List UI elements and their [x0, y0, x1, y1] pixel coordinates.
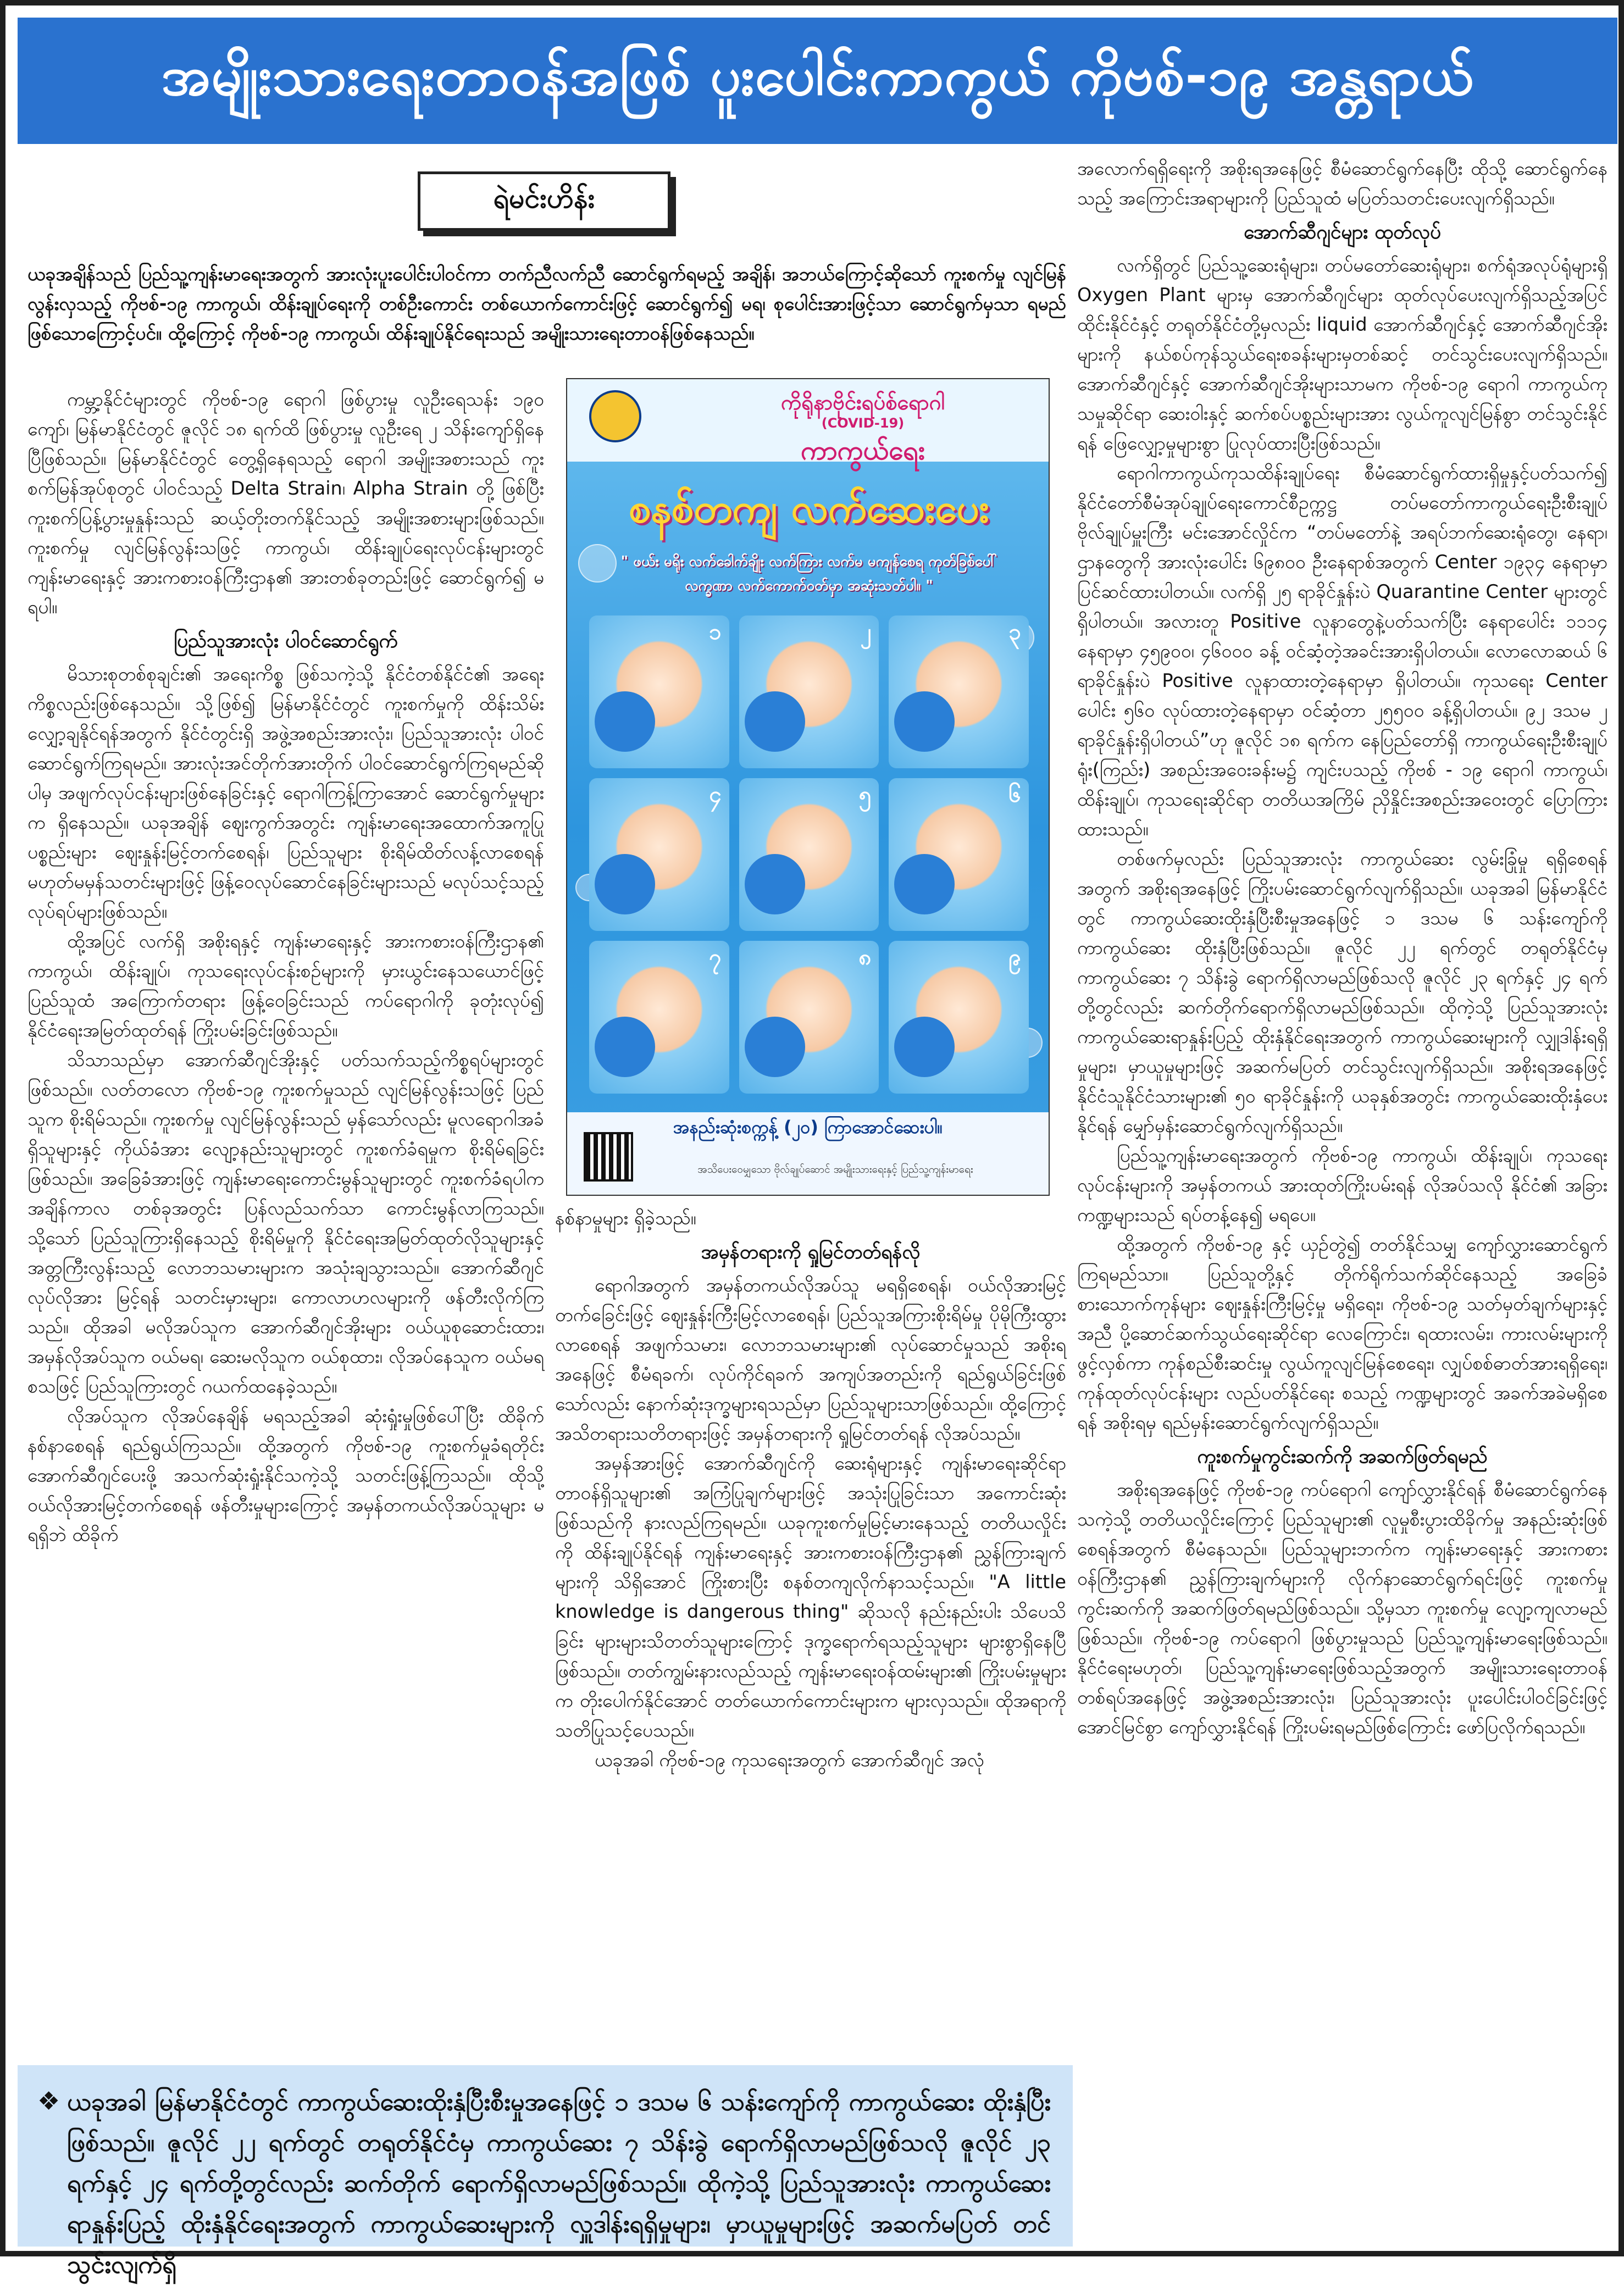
paragraph: အမှန်အားဖြင့် အောက်ဆီဂျင်ကို ဆေးရုံများနှင့် ကျန်းမာရေးဆိုင်ရာ တာဝန်ရှိသူများ၏ အကြံပြုချက်များဖြင့် အသုံးပြုခြင်းသာ အကောင်းဆုံးဖြစ်သည်ကို နားလည်ကြရမည်။ ယခုကူးစက်မှုမြင့်မားနေသည့် တတိယလှိုင်းကို ထိန်းချုပ်နိုင်ရန် ကျန်းမာရေးနှင့် အားကစားဝန်ကြီးဌာန၏ ညွှန်ကြားချက်များကို သိရှိအောင် ကြိုးစားပြီး စနစ်တကျလိုက်နာသင့်သည်။ "A little knowledge is dangerous thing" ဆိုသလို နည်းနည်းပါး သိပေသိခြင်း များများသိတတ်သူများကြောင့် ဒုက္ခရောက်ရသည့်သူများ များစွာရှိနေပြီဖြစ်သည်။ တတ်ကျွမ်းနားလည်သည့် ကျန်းမာရေးဝန်ထမ်းများ၏ ကြိုးပမ်းမှုများက တိုးပေါက်နိုင်အောင် တတ်ယောက်ကောင်းများက များလှသည်။ ထိုအရာကို သတိပြုသင့်ပေသည်။: [555, 1452, 1066, 1741]
bubble-icon: [578, 544, 617, 583]
step-number: ၄: [709, 782, 722, 807]
paragraph: မိသားစုတစ်စုချင်း၏ အရေးကိစ္စ ဖြစ်သကဲ့သို့ နိုင်ငံတစ်နိုင်ငံ၏ အရေးကိစ္စလည်းဖြစ်နေသည်။ သို့ဖြစ်၍ မြန်မာနိုင်ငံတွင် ကူးစက်မှုကို ထိန်းသိမ်းလျှော့ချနိုင်ရန်အတွက် နိုင်ငံတွင်းရှိ အဖွဲ့အစည်းအားလုံး၊ ပြည်သူအားလုံး ပါဝင်ဆောင်ရွက်ကြရမည်။ အားလုံးအင်တိုက်အားတိုက် ပါဝင်ဆောင်ရွက်ကြရမည်ဆိုပါမှ အဖျက်လုပ်ငန်းများဖြစ်နေခြင်းနှင့် ရောဂါကြန့်ကြာအောင် ဆောင်ရွက်မှုများက ရှိနေသည်။ ယခုအချိန် ဈေးကွက်အတွင်း ကျန်းမာရေးအထောက်အကူပြုပစ္စည်းများ ဈေးနှုန်းမြင့်တက်စေရန်၊ ပြည်သူများ စိုးရိမ်ထိတ်လန့်လာစေရန် မဟုတ်မမှန်သတင်းများဖြင့် ဖြန့်ဝေလုပ်ဆောင်နေခြင်းများသည် မလုပ်သင့်သည့် လုပ်ရပ်များဖြစ်သည်။: [27, 663, 544, 922]
wash-step: [589, 778, 729, 931]
wash-step: [889, 615, 1029, 768]
handwashing-steps: [589, 615, 1029, 1094]
step-number: ၆: [1008, 782, 1021, 807]
paragraph: ယခုအခါ ကိုဗစ်-၁၉ ကုသရေးအတွက် အောက်ဆီဂျင် အလုံ: [595, 1749, 984, 1771]
wash-step: [739, 778, 879, 931]
wash-step: [889, 941, 1029, 1094]
paragraph: လိုအပ်သူက လိုအပ်နေချိန် မရသည့်အခါ ဆုံးရှုံးမှုဖြစ်ပေါ်ပြီး ထိခိုက်နစ်နာစေရန် ရည်ရွယ်ကြသည်။ ထို့အတွက် ကိုဗစ်-၁၉ ကူးစက်မှုခံရတိုင်း အောက်ဆီဂျင်ပေးဖို့ အသက်ဆုံးရှုံးနိုင်သကဲ့သို့ သတင်းဖြန့်ကြသည်။ ထိုသို့ ဝယ်လိုအားမြင့်တက်စေရန် ဖန်တီးမှုများကြောင့် အမှန်တကယ်လိုအပ်သူများ မရရှိဘဲ ထိခိုက်: [27, 1405, 544, 1545]
step-number: ၁: [709, 619, 722, 645]
water-drop-icon: [595, 691, 655, 752]
step-number: ၈: [858, 945, 872, 970]
paragraph: အစိုးရအနေဖြင့် ကိုဗစ်-၁၉ ကပ်ရောဂါ ကျော်လွှားနိုင်ရန် စီမံဆောင်ရွက်နေသကဲ့သို့ တတိယလှိုင်းကြောင့် ပြည်သူများ၏ လူမှုစီးပွားထိခိုက်မှု အနည်းဆုံးဖြစ်စေရန်အတွက် စီမံနေသည်။ ပြည်သူများဘက်က ကျန်းမာရေးနှင့် အားကစားဝန်ကြီးဌာန၏ ညွှန်ကြားချက်များကို လိုက်နာဆောင်ရွက်ရင်းဖြင့် ကူးစက်မှုကွင်းဆက်ကို အဆက်ဖြတ်ရမည်ဖြစ်သည်။ သို့မှသာ ကူးစက်မှု လျော့ကျလာမည်ဖြစ်သည်။ ကိုဗစ်-၁၉ ကပ်ရောဂါ ဖြစ်ပွားမှုသည် ပြည်သူ့ကျန်းမာရေးဖြစ်သည်။ နိုင်ငံရေးမဟုတ်၊ ပြည်သူ့ကျန်းမာရေးဖြစ်သည့်အတွက် အမျိုးသားရေးတာဝန်တစ်ရပ်အနေဖြင့် အဖွဲ့အစည်းအားလုံး၊ ပြည်သူအားလုံး ပူးပေါင်းပါဝင်ခြင်းဖြင့် အောင်မြင်စွာ ကျော်လွှားနိုင်ရန် ကြိုးပမ်းရမည်ဖြစ်ကြောင်း ဖော်ပြလိုက်ရသည်။: [1077, 1479, 1608, 1738]
headline-banner: [18, 18, 1617, 144]
wash-step: [739, 615, 879, 768]
paragraph: ရောဂါကာကွယ်ကုသထိန်းချုပ်ရေး စီမံဆောင်ရွက်ထားရှိမှုနှင့်ပတ်သက်၍ နိုင်ငံတော်စီမံအုပ်ချုပ်ရေးကောင်စီဥက္ကဋ္ဌ တပ်မတော်ကာကွယ်ရေးဦးစီးချုပ် ဗိုလ်ချုပ်မှူးကြီး မင်းအောင်လှိုင်က “တပ်မတော်နဲ့ အရပ်ဘက်ဆေးရုံတွေ၊ နေရာ၊ ဌာနတွေကို အားလုံးပေါင်း ၆၉၈၀၀ ဦးနေရာစ်အတွက် Center ၁၉၃၄ နေရာမှာ ပြင်ဆင်ထားပါတယ်။ လက်ရှိ ၂၅ ရာခိုင်နှုန်းပဲ Quarantine Center များတွင် ရှိပါတယ်။ အလားတူ Positive လူနာတွေနဲ့ပတ်သက်ပြီး နေရာပေါင်း ၁၁၁၄ နေရာမှာ ၄၅၉၀၀၊ ၄၆၀၀၀ ခန့် ဝင်ဆံ့တဲ့အခင်းအားရှိပါတယ်။ လောလောဆယ် ၆ ရာခိုင်နှုန်းပဲ Positive လူနာထားတဲ့နေရာမှာ ရှိပါတယ်။ ကုသရေး Center ပေါင်း ၅၆၀ လုပ်ထားတဲ့နေရာမှာ ဝင်ဆံ့တာ ၂၅၅၀၀ ခန့်ရှိပါတယ်။ ၉၂ ဒသမ ၂ ရာခိုင်နှုန်းရှိပါတယ်”ဟု ဇူလိုင် ၁၈ ရက်က နေပြည်တော်ရှိ ကာကွယ်ရေးဦးစီးချုပ်ရုံး(ကြည်း) အစည်းအဝေးခန်းမ၌ ကျင်းပသည့် ကိုဗစ် - ၁၉ ရောဂါ ကာကွယ်၊ ထိန်းချုပ်၊ ကုသရေးဆိုင်ရာ တတိယအကြိမ် ညှိနှိုင်းအစည်းအဝေးတွင် ပြောကြားထားသည်။: [1077, 462, 1608, 840]
water-drop-icon: [745, 854, 805, 914]
step-number: ၇: [709, 945, 722, 970]
highlight-text: ယခုအခါ မြန်မာနိုင်ငံတွင် ကာကွယ်ဆေးထိုးနှံပြီးစီးမှုအနေဖြင့် ၁ ဒသမ ၆ သန်းကျော်ကို ကာကွယ်ဆေး ထိုးနှံပြီးဖြစ်သည်။ ဇူလိုင် ၂၂ ရက်တွင် တရုတ်နိုင်ငံမှ ကာကွယ်ဆေး ၇ သိန်းခွဲ ရောက်ရှိလာမည်ဖြစ်သလို ဇူလိုင် ၂၃ ရက်နှင့် ၂၄ ရက်တို့တွင်လည်း ဆက်တိုက် ရောက်ရှိလာမည်ဖြစ်သည်။ ထိုကဲ့သို့ ပြည်သူအားလုံး ကာကွယ်ဆေးရာနှုန်းပြည့် ထိုးနှံနိုင်ရေးအတွက် ကာကွယ်ဆေးများကို လှူဒါန်းရရှိမှုများ၊ မှာယူမှုများဖြင့် အဆက်မပြတ် တင်သွင်းလျက်ရှိ: [67, 2087, 1051, 2279]
poster-line-2: (COVID-19): [821, 415, 905, 431]
paragraph: ထို့အပြင် လက်ရှိ အစိုးရနှင့် ကျန်းမာရေးနှင့် အားကစားဝန်ကြီးဌာန၏ ကာကွယ်၊ ထိန်းချုပ်၊ ကုသရေးလုပ်ငန်းစဉ်များကို မှားယွင်းနေသယောင်ဖြင့် ပြည်သူထံ အကြောက်တရား ဖြန့်ဝေခြင်းသည် ကပ်ရောဂါကို ခုတုံးလုပ်၍ နိုင်ငံရေးအမြတ်ထုတ်ရန် ကြိုးပမ်းခြင်းဖြစ်သည်။: [27, 930, 544, 1041]
paragraph: နစ်နာမှုများ ရှိခဲ့သည်။: [555, 1207, 696, 1229]
section-heading: အမှန်တရားကို ရှုမြင်တတ်ရန်လို: [701, 1241, 921, 1263]
headline-title: အမျိုးသားရေးတာဝန်အဖြစ် ပူးပေါင်းကာကွယ် ကိုဗစ်-၁၉ အန္တရာယ်: [161, 45, 1474, 108]
water-drop-icon: [745, 1017, 805, 1077]
lead-paragraph: ယခုအချိန်သည် ပြည်သူ့ကျန်းမာရေးအတွက် အားလုံးပူးပေါင်းပါဝင်ကာ တက်ညီလက်ညီ ဆောင်ရွက်ရမည့် အချိန်၊ အဘယ်ကြောင့်ဆိုသော် ကူးစက်မှု လျင်မြန်လွန်းလှသည့် ကိုဗစ်-၁၉ ကာကွယ်၊ ထိန်းချုပ်ရေးကို တစ်ဦးကောင်း တစ်ယောက်ကောင်းဖြင့် ဆောင်ရွက်၍ မရ၊ စုပေါင်းအားဖြင့်သာ ဆောင်ရွက်မှသာ ရမည်ဖြစ်သောကြောင့်ပင်။ ထို့ကြောင့် ကိုဗစ်-၁၉ ကာကွယ်၊ ထိန်းချုပ်နိုင်ရေးသည် အမျိုးသားရေးတာဝန်ဖြစ်နေသည်။: [27, 263, 1066, 344]
paragraph: အလောက်ရရှိရေးကို အစိုးရအနေဖြင့် စီမံဆောင်ရွက်နေပြီး ထိုသို့ ဆောင်ရွက်နေသည့် အကြောင်းအရာများကို ပြည်သူထံ မပြတ်သတင်းပေးလျက်ရှိသည်။: [1077, 158, 1608, 209]
article-column-2: [555, 1203, 1066, 1775]
paragraph: တစ်ဖက်မှလည်း ပြည်သူအားလုံး ကာကွယ်ဆေး လွမ်းခြုံမှု ရရှိစေရန်အတွက် အစိုးရအနေဖြင့် ကြိုးပမ်းဆောင်ရွက်လျက်ရှိသည်။ ယခုအခါ မြန်မာနိုင်ငံတွင် ကာကွယ်ဆေးထိုးနှံပြီးစီးမှုအနေဖြင့် ၁ ဒသမ ၆ သန်းကျော်ကို ကာကွယ်ဆေး ထိုးနှံပြီးဖြစ်သည်။ ဇူလိုင် ၂၂ ရက်တွင် တရုတ်နိုင်ငံမှ ကာကွယ်ဆေး ၇ သိန်းခွဲ ရောက်ရှိလာမည်ဖြစ်သလို ဇူလိုင် ၂၃ ရက်နှင့် ၂၄ ရက်တို့တွင်လည်း ဆက်တိုက်ရောက်ရှိလာမည်ဖြစ်သည်။ ထိုကဲ့သို့ ပြည်သူအားလုံး ကာကွယ်ဆေးရာနှုန်းပြည့် ထိုးနှံနိုင်ရေးအတွက် ကာကွယ်ဆေးများကို လျှုဒါန်းရရှိမှုများ၊ မှာယူမှုများဖြင့် အဆက်မပြတ် တင်သွင်းလျက်ရှိသည်။ အစိုးရအနေဖြင့် နိုင်ငံသူနိုင်ငံသားများ၏ ၅၀ ရာခိုင်နှုန်းကို ယခုနှစ်အတွင်း ကာကွယ်ဆေးထိုးနှံပေးနိုင်ရန် မျှော်မှန်းဆောင်ရွက်လျက်ရှိသည်။: [1077, 848, 1608, 1136]
paragraph: ထို့အတွက် ကိုဗစ်-၁၉ နှင့် ယှဉ်တွဲ၍ တတ်နိုင်သမျှ ကျော်လွှားဆောင်ရွက်ကြရမည်သာ။ ပြည်သူတို့နှင့် တိုက်ရိုက်သက်ဆိုင်နေသည့် အခြေခံစားသောက်ကုန်များ ဈေးနှုန်းကြီးမြင့်မှု မရှိရေး၊ ကိုဗစ်-၁၉ သတ်မှတ်ချက်များနှင့်အညီ ပို့ဆောင်ဆက်သွယ်ရေးဆိုင်ရာ လေကြောင်း၊ ရထားလမ်း၊ ကားလမ်းများကို ဖွင့်လှစ်ကာ ကုန်စည်စီးဆင်းမှု လွယ်ကူလျင်မြန်စေရေး၊ လျှပ်စစ်ဓာတ်အားရရှိရေး၊ ကုန်ထုတ်လုပ်ငန်းများ လည်ပတ်နိုင်ရေး စသည့် ကဏ္ဍများတွင် အခက်အခဲမရှိစေရန် အစိုးရမှ ရည်မှန်းဆောင်ရွက်လျက်ရှိသည်။: [1077, 1234, 1608, 1433]
step-number: ၉: [1008, 945, 1021, 970]
poster-footer-instruction: အနည်းဆုံးစက္ကန့် (၂၀) ကြာအောင်ဆေးပါ။: [673, 1117, 943, 1138]
paragraph: ကမ္ဘာ့နိုင်ငံများတွင် ကိုဗစ်-၁၉ ရောဂါ ဖြစ်ပွားမှု လူဦးရေသန်း ၁၉၀ ကျော်၊ မြန်မာနိုင်ငံတွင် ဇူလိုင် ၁၈ ရက်ထိ ဖြစ်ပွားမှု လူဦးရေ ၂ သိန်းကျော်ရှိနေပြီဖြစ်သည်။ မြန်မာနိုင်ငံတွင် တွေ့ရှိနေရသည့် ရောဂါ အမျိုးအစားသည် ကူးစက်မြန်အုပ်စုတွင် ပါဝင်သည့် Delta Strain၊ Alpha Strain တို့ ဖြစ်ပြီး ကူးစက်ပြန့်ပွားမှုနှုန်းသည် ဆယ့်တိုးတက်နိုင်သည့် အမျိုးအစားများဖြစ်သည်။ ကူးစက်မှု လျင်မြန်လွန်းသဖြင့် ကာကွယ်၊ ထိန်းချုပ်ရေးလုပ်ငန်းများတွင် ကျန်းမာရေးနှင့် အားကစားဝန်ကြီးဌာန၏ အားတစ်ခုတည်းဖြင့် ဆောင်ရွက်၍ မရပါ။: [27, 389, 544, 618]
paragraph: သိသာသည်မှာ အောက်ဆီဂျင်အိုးနှင့် ပတ်သက်သည့်ကိစ္စရပ်များတွင် ဖြစ်သည်။ လတ်တလော ကိုဗစ်-၁၉ ကူးစက်မှုသည် လျင်မြန်လွန်းသဖြင့် ပြည်သူက စိုးရိမ်သည်။ ကူးစက်မှု လျင်မြန်လွန်းသည် မှန်သော်လည်း မူလရောဂါအခံရှိသူများနှင့် ကိုယ်ခံအား လျော့နည်းသူများတွင် ကူးစက်ခံရမှုက စိုးရိမ်ရခြင်းဖြစ်သည်။ အခြေခံအားဖြင့် ကျန်းမာရေးကောင်းမွန်သူများတွင် ကူးစက်ခံရပါက အချိန်ကာလ တစ်ခုအတွင်း ပြန်လည်သက်သာ ကောင်းမွန်လာကြသည်။ သို့သော် ပြည်သူကြားရှိနေသည့် စိုးရိမ်မှုကို နိုင်ငံရေးအမြတ်ထုတ်လိုသူများနှင့် အတ္တကြီးလွန်းသည့် လောဘသမားများက အသုံးချသွားသည်။ အောက်ဆီဂျင်လုပ်လိုအား မြင့်ရန် သတင်းမှားများ၊ ကောလာဟလများကို ဖန်တီးလိုက်ကြသည်။ ထိုအခါ မလိုအပ်သူက အောက်ဆီဂျင်အိုးများ ဝယ်ယူစုဆောင်းထား၊ အမှန်လိုအပ်သူက ဝယ်မရ၊ ဆေးမလိုသူက ဝယ်စုထား၊ လိုအပ်နေသူက ဝယ်မရ စသဖြင့် ပြည်သူကြားတွင် ဂယက်ထနေခဲ့သည်။: [27, 1049, 544, 1397]
wash-step: [589, 615, 729, 768]
diamond-bullet-icon: ❖: [37, 2086, 60, 2116]
water-drop-icon: [894, 691, 955, 752]
step-number: ၅: [858, 782, 872, 807]
water-drop-icon: [745, 691, 805, 752]
article-column-1: [27, 259, 1066, 348]
wash-step: [589, 941, 729, 1094]
section-heading: ကူးစက်မှုကွင်းဆက်ကို အဆက်ဖြတ်ရမည်: [1197, 1446, 1488, 1468]
paragraph: ရောဂါအတွက် အမှန်တကယ်လိုအပ်သူ မရရှိစေရန်၊ ဝယ်လိုအားမြင့်တက်ခြေင်းဖြင့် ဈေးနှုန်းကြီးမြင့်လာစေရန်၊ ပြည်သူအကြားစိုးရိမ်မှု ပိုမိုကြီးထွားလာစေရန် အဖျက်သမား၊ လောဘသမားများ၏ လုပ်ဆောင်မှုသည် အစိုးရအနေဖြင့် စီမံရခက်၊ လုပ်ကိုင်ရခက် အကျပ်အတည်းကို ရည်ရွယ်ခြင်းဖြစ်သော်လည်း နောက်ဆုံးဒုက္ခများရသည်မှာ ပြည်သူများသာဖြစ်သည်။ ထို့ကြောင့် အသိတရားသတိတရားဖြင့် အမှန်တရားကို ရှုမြင်တတ်ရန် လိုအပ်သည်။: [555, 1274, 1066, 1444]
water-drop-icon: [894, 1017, 955, 1077]
water-drop-icon: [894, 854, 955, 914]
wash-step: [889, 778, 1029, 931]
poster-footnote: အသိပေးဝေမျှသော ဗိုလ်ချုပ်ဆောင် အမျိုးသားရေးနှင့် ပြည်သူ့ကျန်းမာရေး: [697, 1163, 973, 1175]
step-number: ၃: [1008, 619, 1021, 645]
step-number: ၂: [860, 619, 872, 645]
qr-code-icon: [584, 1132, 633, 1182]
section-heading: အောက်ဆီဂျင်များ ထုတ်လုပ်: [1244, 221, 1441, 243]
poster-title: စနစ်တကျ လက်ဆေးပေး: [629, 485, 989, 531]
article-column-3: [1077, 154, 1608, 1742]
paragraph: လက်ရှိတွင် ပြည်သူ့ဆေးရုံများ၊ တပ်မတော်ဆေးရုံများ၊ စက်ရုံအလုပ်ရုံများရှိ Oxygen Plant များမှ အောက်ဆီဂျင်များ ထုတ်လုပ်ပေးလျက်ရှိသည့်အပြင် ထိုင်းနိုင်ငံနှင့် တရုတ်နိုင်ငံတို့မှလည်း liquid အောက်ဆီဂျင်နှင့် အောက်ဆီဂျင်အိုးများကို နယ်စပ်ကုန်သွယ်ရေးစခန်းများမှတစ်ဆင့် တင်သွင်းပေးလျက်ရှိသည်။ အောက်ဆီဂျင်နှင့် အောက်ဆီဂျင်အိုးများသာမက ကိုဗစ်-၁၉ ရောဂါ ကာကွယ်ကုသမှုဆိုင်ရာ ဆေးဝါးနှင့် ဆက်စပ်ပစ္စည်းများအား လွယ်ကူလျင်မြန်စွာ တင်သွင်းနိုင်ရန် ဖြေလျှော့မှုများစွာ ပြုလုပ်ထားပြီးဖြစ်သည်။: [1077, 254, 1608, 454]
author-name: ရဲမင်းဟိန်း: [493, 182, 595, 214]
paragraph: ပြည်သူ့ကျန်းမာရေးအတွက် ကိုဗစ်-၁၉ ကာကွယ်၊ ထိန်းချုပ်၊ ကုသရေးလုပ်ငန်းများကို အမှန်တကယ် အားထုတ်ကြိုးပမ်းရန် လိုအပ်သလို နိုင်ငံ၏ အခြားကဏ္ဍများသည် ရပ်တန့်နေ၍ မရပေ။: [1077, 1145, 1608, 1225]
section-heading: ပြည်သူအားလုံး ပါဝင်ဆောင်ရွက်: [174, 630, 398, 652]
poster-message: " ဖယ်း မရိုး လက်ခေါက်ချိုး လက်ကြား လက်မ မကျန်စေရ ကုတ်ခြစ်ပေါ်လက္ခဏာ လက်ကောက်ဝတ်မှာ အဆုံးသတ်ပါ။ ": [620, 553, 997, 594]
handwashing-poster: [566, 378, 1050, 1196]
poster-line-1: ကိုရိုနာဗိုင်းရပ်စ်ရောဂါ: [781, 390, 945, 414]
author-byline: [418, 171, 670, 231]
poster-line-3: ကာကွယ်ရေး: [800, 435, 925, 466]
article-column-1-body: [27, 385, 544, 1550]
wash-step: [739, 941, 879, 1094]
water-drop-icon: [595, 854, 655, 914]
highlight-box: [18, 2065, 1073, 2279]
water-drop-icon: [595, 1017, 655, 1077]
